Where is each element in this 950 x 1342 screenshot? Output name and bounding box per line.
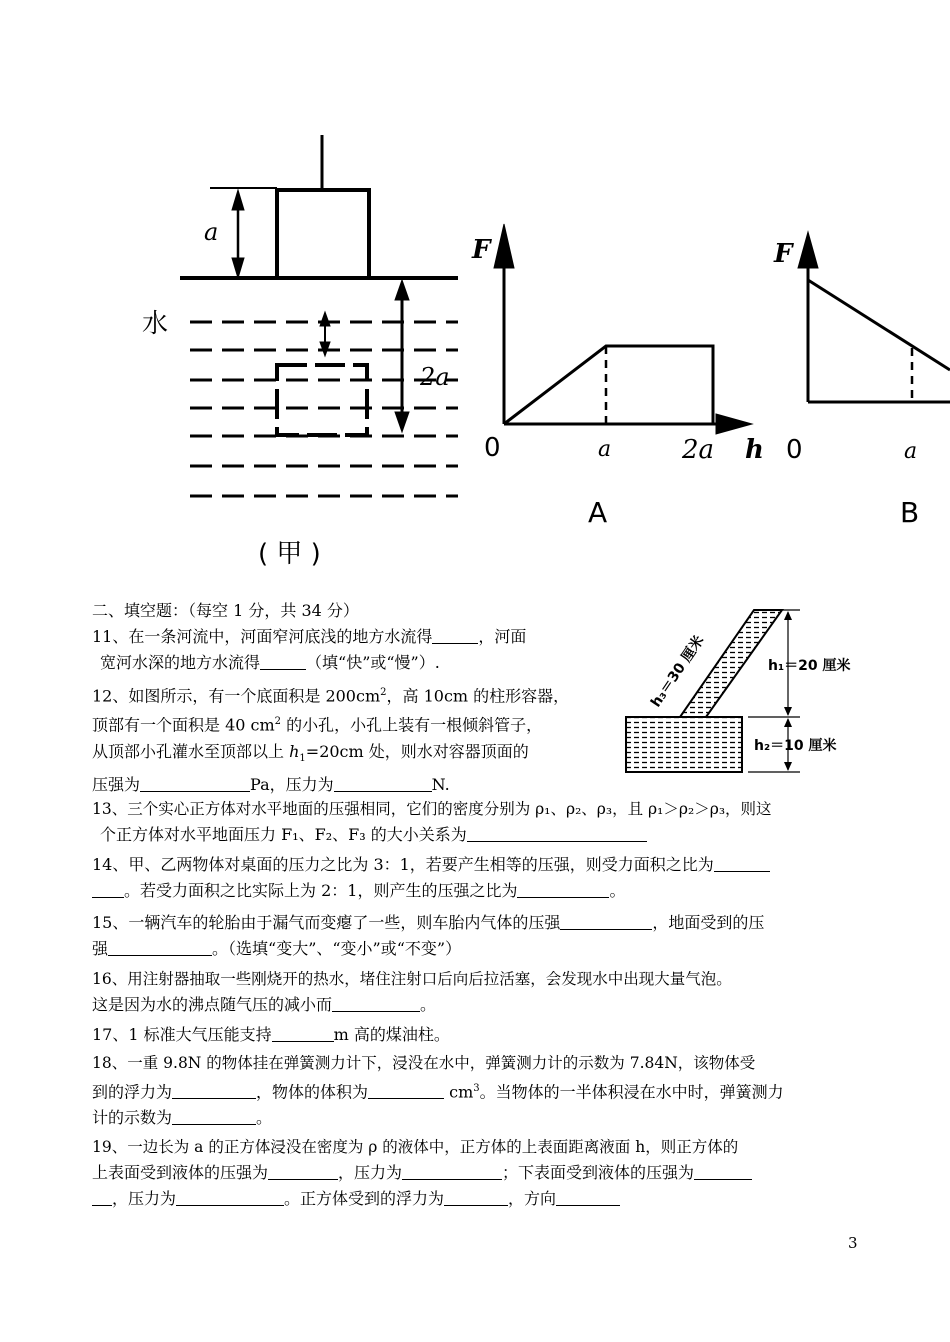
q11-text-2: 宽河水深的地方水流得 [100, 653, 261, 672]
q12-line-3 [92, 739, 862, 772]
q12-blank-1[interactable] [140, 773, 250, 792]
q15-blank-1[interactable] [560, 911, 652, 930]
section-title [92, 598, 862, 624]
q14-blank-1b[interactable] [92, 879, 124, 898]
question-19 [92, 1134, 862, 1212]
q12-text-3b: =20cm 处，则水对容器顶面的 [305, 741, 529, 761]
section-title-text: 二、填空题：（每空 1 分，共 34 分） [92, 601, 359, 620]
h2-label: h₂＝10 厘米 [754, 738, 837, 754]
arrow-head-up [232, 190, 244, 210]
graph-a [470, 210, 770, 540]
q16-text-2b: 。 [420, 995, 437, 1014]
q15-text-1b: ，地面受到的压 [652, 913, 765, 932]
h3-label: h₃＝30 厘米 [648, 632, 708, 711]
q19-text-3a: ，压力为 [112, 1189, 177, 1208]
q18-blank-1[interactable] [172, 1080, 256, 1099]
q15-line-1 [92, 910, 862, 936]
axis-label-h: h [745, 435, 764, 465]
q18-text-2c: cm [444, 1082, 474, 1102]
q16-text-2a: 这是因为水的沸点随气压的减小而 [92, 995, 333, 1014]
q15-text-2a: 强 [92, 939, 109, 958]
q15-text-1a: 15、一辆汽车的轮胎由于漏气而变瘪了一些，则车胎内气体的压强 [92, 913, 561, 932]
question-13 [92, 796, 862, 848]
q14-text-2c: 。 [609, 881, 626, 900]
q11-line-1 [92, 624, 862, 650]
q12-text-1b: ，高 10cm 的柱形容器， [386, 686, 570, 706]
q11-text-1: 11、在一条河流中，河面窄河底浅的地方水流得 [92, 627, 433, 646]
q12-text-1a: 12、如图所示，有一个底面积是 200cm [92, 686, 381, 706]
q19-line-3 [92, 1186, 862, 1212]
question-14 [92, 852, 862, 904]
q19-text-2c: ；下表面受到液体的压强为 [502, 1163, 695, 1182]
q18-text-2a: 到的浮力为 [92, 1082, 173, 1102]
q12-sub-3: 1 [299, 752, 306, 764]
force-curve [808, 280, 950, 370]
question-16 [92, 966, 862, 1018]
figure-jia [140, 130, 460, 580]
y-axis-arrow [494, 224, 514, 268]
question-11 [92, 624, 862, 676]
figure-caption-jia: ( 甲 ) [258, 539, 321, 569]
q15-text-2b: 。（选填“变大”、“变小”或“不变”） [212, 939, 462, 958]
q11-text-1b: ，河面 [478, 627, 527, 646]
q17-line-1 [92, 1022, 862, 1048]
question-17 [92, 1022, 862, 1048]
label-water: 水 [142, 309, 169, 339]
q14-blank-2[interactable] [517, 879, 609, 898]
label-2a: 2a [420, 363, 450, 391]
cube-above-water [277, 190, 369, 278]
q11-text-2b: （填“快”或“慢”）. [306, 653, 440, 672]
q12-sup-2: 2 [274, 716, 282, 728]
cube-submerged [277, 365, 367, 435]
q12-sup-1: 2 [380, 687, 387, 698]
q18-text-2b: ，物体的体积为 [256, 1082, 369, 1102]
q19-text-3b: 。正方体受到的浮力为 [284, 1189, 445, 1208]
q12-text-3a: 从顶部小孔灌水至顶部以上 [92, 741, 290, 761]
arrow-head-down [232, 258, 244, 278]
q13-line-2 [92, 822, 862, 848]
q13-text-2: 个正方体对水平地面压力 F₁、F₂、F₃ 的大小关系为 [100, 825, 467, 844]
q18-sup-2: 3 [473, 1083, 480, 1094]
question-18 [92, 1050, 862, 1131]
q19-line-1: 19、一边长为 a 的正方体浸没在密度为 ρ 的液体中，正方体的上表面距离液面 h，则正方体的 [92, 1138, 739, 1156]
q19-text-2a: 上表面受到液体的压强为 [92, 1163, 269, 1182]
x-axis-arrow [716, 414, 752, 434]
origin-label: 0 [786, 435, 803, 465]
tick-label-2a: 2a [682, 435, 715, 465]
q18-line-1: 18、一重 9.8N 的物体挂在弹簧测力计下，浸没在水中，弹簧测力计的示数为 7.84N，该物体受 [92, 1054, 756, 1072]
q12-line-4 [92, 772, 862, 798]
q19-blank-4[interactable] [176, 1187, 284, 1206]
q15-line-2 [92, 936, 862, 962]
q16-line-2 [92, 992, 862, 1018]
question-12 [92, 680, 862, 798]
q16-line-1: 16、用注射器抽取一些刚烧开的热水，堵住注射口后向后拉活塞，会发现水中出现大量气泡。 [92, 970, 732, 988]
arrow-head-down [395, 412, 409, 432]
q18-text-3a: 计的示数为 [92, 1108, 173, 1128]
origin-label: 0 [484, 433, 501, 463]
q17-text-1a: 17、1 标准大气压能支持 [92, 1025, 272, 1044]
graph-caption-b: B [900, 496, 920, 529]
graph-caption-a: A [588, 496, 608, 529]
label-a: a [204, 218, 219, 246]
axis-label-f: F [472, 235, 491, 265]
graph-b [770, 230, 950, 540]
arrow-head-up [320, 312, 330, 326]
q19-blank-2[interactable] [402, 1161, 502, 1180]
question-15 [92, 910, 862, 962]
arrow-head-up [395, 280, 409, 300]
q13-line-1: 13、三个实心正方体对水平地面的压强相同，它们的密度分别为 ρ₁、ρ₂、ρ₃，且 ρ₁＞ρ₂＞ρ₃，则这 [92, 800, 772, 818]
q12-text-4a: 压强为 [92, 774, 141, 794]
q18-blank-3[interactable] [172, 1106, 256, 1125]
q19-blank-6[interactable] [556, 1187, 620, 1206]
q18-blank-2[interactable] [368, 1080, 444, 1099]
tick-label-a: a [904, 439, 918, 464]
force-curve [504, 346, 713, 424]
q14-text-1: 14、甲、乙两物体对桌面的压力之比为 3：1，若要产生相等的压强，则受力面积之比为 [92, 855, 714, 874]
q14-line-1 [92, 852, 862, 878]
q11-blank-2[interactable] [260, 651, 306, 670]
axis-label-f: F [774, 239, 793, 269]
q12-text-2b: 的小孔，小孔上装有一根倾斜管子， [281, 715, 543, 735]
q19-blank-3a[interactable] [694, 1161, 752, 1180]
q19-blank-1[interactable] [268, 1161, 338, 1180]
q12-text-4b: Pa，压力为 [250, 774, 334, 794]
h1-label: h₁＝20 厘米 [768, 658, 851, 674]
q17-text-1b: m 高的煤油柱。 [333, 1025, 450, 1044]
q12-h-symbol: h [289, 741, 300, 761]
q14-line-2 [92, 878, 862, 904]
q15-blank-2[interactable] [108, 937, 212, 956]
q19-blank-5[interactable] [444, 1187, 508, 1206]
page-number: 3 [848, 1234, 858, 1252]
q18-text-2d: 。当物体的一半体积浸在水中时，弹簧测力 [479, 1082, 784, 1102]
q14-text-2b: 。若受力面积之比实际上为 2：1，则产生的压强之比为 [124, 881, 518, 900]
q12-text-2a: 顶部有一个面积是 40 cm [92, 715, 275, 735]
q11-blank-1[interactable] [432, 625, 478, 644]
q13-blank-1[interactable] [467, 823, 647, 842]
q18-line-3 [92, 1105, 862, 1131]
q19-text-2b: ，压力为 [338, 1163, 403, 1182]
tick-label-a: a [598, 437, 612, 462]
q16-blank-1[interactable] [332, 993, 420, 1012]
q19-blank-3b[interactable] [92, 1187, 112, 1206]
q12-line-2 [92, 709, 862, 738]
y-axis-arrow [798, 232, 818, 268]
q18-line-2 [92, 1076, 862, 1105]
q11-line-2 [92, 650, 862, 676]
q18-text-3b: 。 [256, 1108, 273, 1128]
q12-text-4c: N. [431, 774, 450, 794]
q19-text-3c: ，方向 [508, 1189, 557, 1208]
q12-line-1 [92, 680, 862, 709]
q17-blank-1[interactable] [272, 1023, 334, 1042]
q12-blank-2[interactable] [334, 773, 432, 792]
q14-blank-1a[interactable] [714, 853, 770, 872]
q19-line-2 [92, 1160, 862, 1186]
